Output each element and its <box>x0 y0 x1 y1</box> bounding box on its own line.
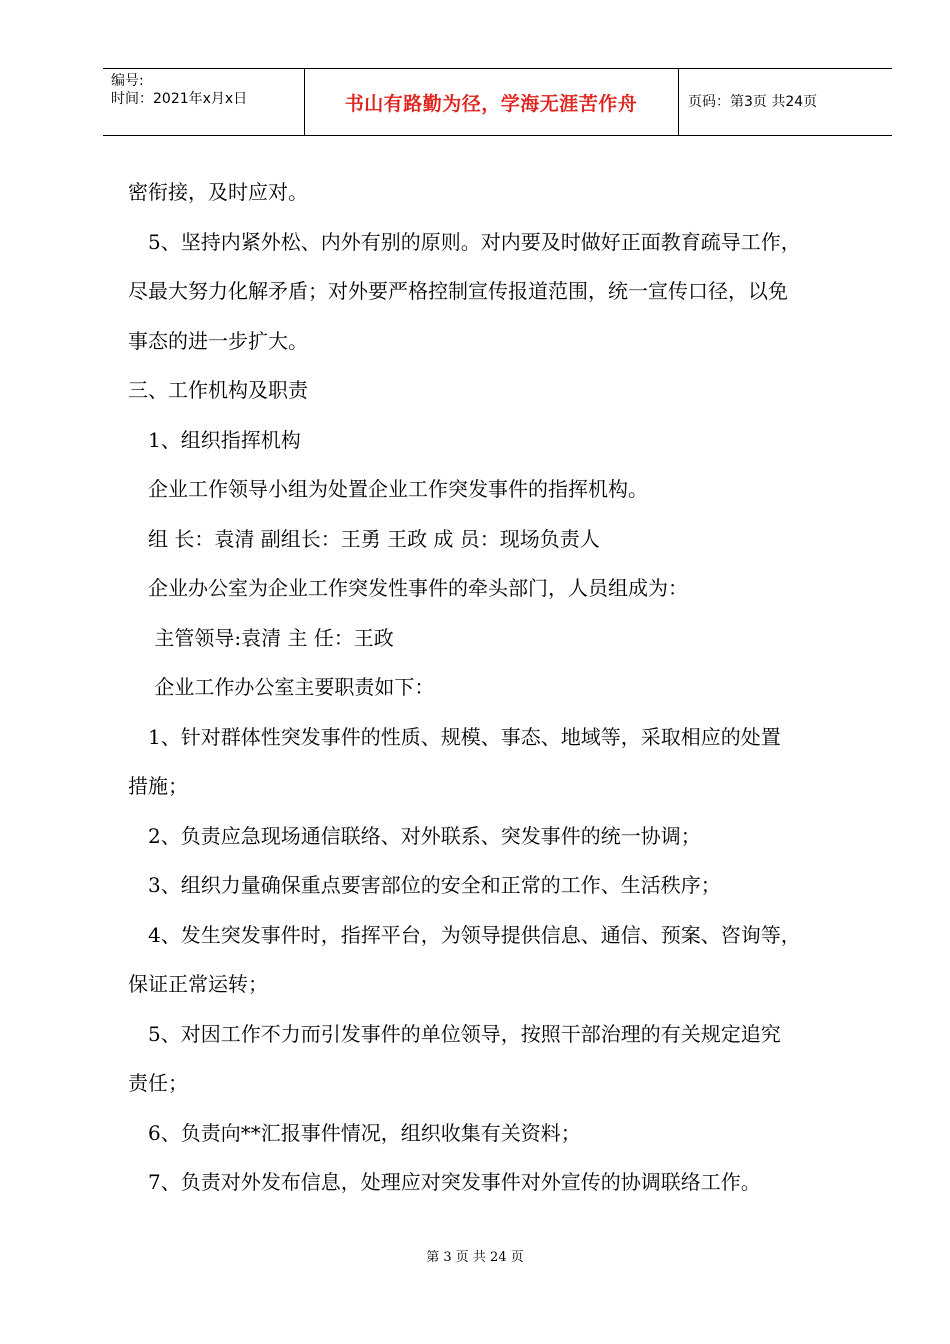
paragraph-line: 5、对因工作不力而引发事件的单位领导，按照干部治理的有关规定追究 <box>128 1021 781 1046</box>
paragraph-line: 事态的进一步扩大。 <box>128 328 308 353</box>
paragraph-line: 尽最大努力化解矛盾；对外要严格控制宣传报道范围，统一宣传口径，以免 <box>128 279 788 303</box>
paragraph-line: 7、负责对外发布信息，处理应对突发事件对外宣传的协调联络工作。 <box>128 1170 761 1194</box>
paragraph-line: 措施； <box>128 774 188 798</box>
paragraph-line: 3、组织力量确保重点要害部位的安全和正常的工作、生活秩序； <box>128 873 721 897</box>
page-header <box>103 68 892 136</box>
paragraph-line: 企业办公室为企业工作突发性事件的牵头部门，人员组成为： <box>128 576 688 600</box>
document-number-label: 编号: <box>111 73 144 89</box>
paragraph-line: 4、发生突发事件时，指挥平台，为领导提供信息、通信、预案、咨询等， <box>128 922 801 947</box>
footer-page-number: 第 3 页 共 24 页 <box>426 1250 524 1265</box>
document-time-label: 时间：2021年x月x日 <box>111 91 248 107</box>
paragraph-line: 企业工作领导小组为处置企业工作突发事件的指挥机构。 <box>128 477 648 501</box>
paragraph-line: 1、针对群体性突发事件的性质、规模、事态、地域等，采取相应的处置 <box>128 724 781 749</box>
paragraph-line: 企业工作办公室主要职责如下： <box>128 675 435 699</box>
header-page-number: 页码：第3页 共24页 <box>688 93 818 110</box>
subsection-heading: 1、组织指挥机构 <box>128 427 301 452</box>
paragraph-line: 主管领导:袁清 主 任：王政 <box>128 625 394 650</box>
paragraph-line: 密衔接，及时应对。 <box>128 180 308 204</box>
header-motto-cell <box>304 69 679 135</box>
paragraph-line: 责任； <box>128 1071 188 1095</box>
paragraph-line: 保证正常运转； <box>128 972 268 996</box>
paragraph-line: 5、坚持内紧外松、内外有别的原则。对内要及时做好正面教育疏导工作， <box>128 229 801 254</box>
paragraph-line: 2、负责应急现场通信联络、对外联系、突发事件的统一协调； <box>128 823 701 848</box>
section-heading: 三、工作机构及职责 <box>128 378 308 402</box>
header-left-cell <box>103 69 305 135</box>
paragraph-line: 6、负责向**汇报事件情况，组织收集有关资料； <box>128 1120 581 1145</box>
document-body <box>128 168 888 1208</box>
header-page-cell <box>678 69 892 135</box>
paragraph-line: 组 长：袁清 副组长：王勇 王政 成 员：现场负责人 <box>128 526 600 551</box>
header-motto: 书山有路勤为径，学海无涯苦作舟 <box>344 92 638 115</box>
page-footer <box>0 1246 950 1265</box>
